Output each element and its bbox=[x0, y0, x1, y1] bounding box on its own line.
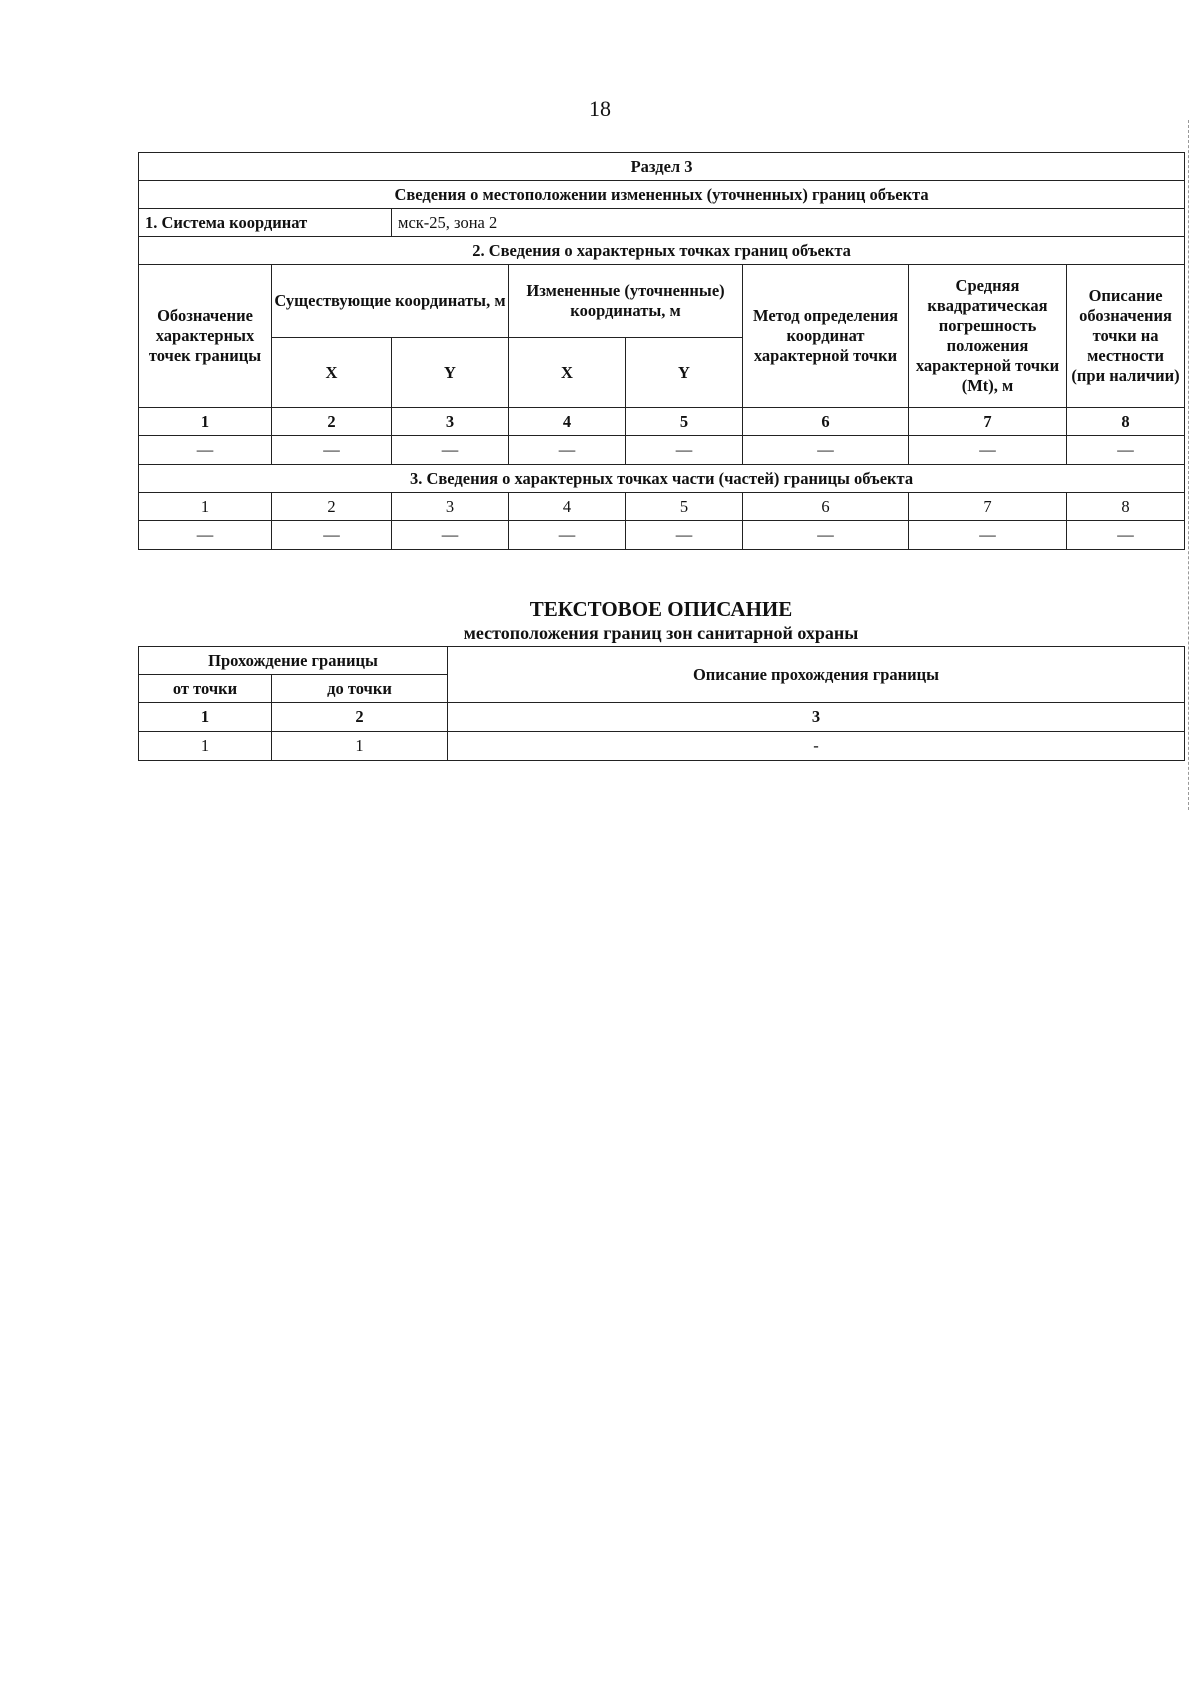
text-description-subtitle: местоположения границ зон санитарной охраны bbox=[463, 623, 859, 643]
column-number: 1 bbox=[139, 493, 272, 521]
column-number: 4 bbox=[509, 408, 626, 436]
table-cell: — bbox=[139, 436, 272, 465]
section3-table bbox=[138, 152, 1185, 550]
section3-parts-title: 3. Сведения о характерных точках части (частей) границы объекта bbox=[139, 465, 1185, 493]
from-point-cell: 1 bbox=[139, 732, 272, 761]
coord-system-label: 1. Система координат bbox=[139, 209, 392, 237]
section2-title: 2. Сведения о характерных точках границ объекта bbox=[139, 237, 1185, 265]
column-number: 3 bbox=[392, 408, 509, 436]
header-changed-coords: Измененные (уточненные) координаты, м bbox=[509, 265, 743, 338]
page-number: 18 bbox=[589, 96, 611, 121]
header-existing-x: X bbox=[272, 338, 392, 408]
description-cell: - bbox=[448, 732, 1185, 761]
header-existing-y: Y bbox=[392, 338, 509, 408]
boundary-description-table bbox=[138, 646, 1185, 761]
column-number: 1 bbox=[139, 703, 272, 732]
column-number: 5 bbox=[626, 408, 743, 436]
column-number: 4 bbox=[509, 493, 626, 521]
column-number: 3 bbox=[392, 493, 509, 521]
section3-subtitle: Сведения о местоположении измененных (уточненных) границ объекта bbox=[139, 181, 1185, 209]
header-passage-description: Описание прохождения границы bbox=[448, 647, 1185, 703]
table-cell: — bbox=[626, 436, 743, 465]
table-cell: — bbox=[392, 521, 509, 550]
table-cell: — bbox=[509, 436, 626, 465]
header-changed-x: X bbox=[509, 338, 626, 408]
table-cell: — bbox=[272, 521, 392, 550]
column-number: 7 bbox=[909, 493, 1067, 521]
table-row bbox=[139, 732, 1185, 761]
header-from-point: от точки bbox=[139, 675, 272, 703]
header-description: Описание обозначения точки на местности (при наличии) bbox=[1067, 265, 1185, 408]
header-error: Средняя квадратическая погрешность положения характерной точки (Mt), м bbox=[909, 265, 1067, 408]
table-cell: — bbox=[743, 436, 909, 465]
column-number: 3 bbox=[448, 703, 1185, 732]
header-designation: Обозначение характерных точек границы bbox=[139, 265, 272, 408]
column-number: 1 bbox=[139, 408, 272, 436]
column-number: 2 bbox=[272, 493, 392, 521]
header-to-point: до точки bbox=[272, 675, 448, 703]
column-number: 2 bbox=[272, 703, 448, 732]
table-cell: — bbox=[1067, 521, 1185, 550]
table-cell: — bbox=[1067, 436, 1185, 465]
section3-title: Раздел 3 bbox=[139, 153, 1185, 181]
header-changed-y: Y bbox=[626, 338, 743, 408]
column-number: 6 bbox=[743, 493, 909, 521]
header-passage: Прохождение границы bbox=[139, 647, 448, 675]
table-cell: — bbox=[272, 436, 392, 465]
table-cell: — bbox=[509, 521, 626, 550]
table-cell: — bbox=[392, 436, 509, 465]
table-cell: — bbox=[626, 521, 743, 550]
table-cell: — bbox=[909, 521, 1067, 550]
to-point-cell: 1 bbox=[272, 732, 448, 761]
coord-system-value: мск-25, зона 2 bbox=[392, 209, 1185, 237]
table-cell: — bbox=[743, 521, 909, 550]
column-number: 2 bbox=[272, 408, 392, 436]
header-existing-coords: Существующие координаты, м bbox=[272, 265, 509, 338]
column-number: 7 bbox=[909, 408, 1067, 436]
table-cell: — bbox=[139, 521, 272, 550]
scan-edge-mark bbox=[1188, 120, 1189, 810]
column-number: 5 bbox=[626, 493, 743, 521]
column-number: 6 bbox=[743, 408, 909, 436]
header-method: Метод определения координат характерной точки bbox=[743, 265, 909, 408]
text-description-title: ТЕКСТОВОЕ ОПИСАНИЕ bbox=[529, 597, 793, 621]
column-number: 8 bbox=[1067, 493, 1185, 521]
column-number: 8 bbox=[1067, 408, 1185, 436]
table-cell: — bbox=[909, 436, 1067, 465]
